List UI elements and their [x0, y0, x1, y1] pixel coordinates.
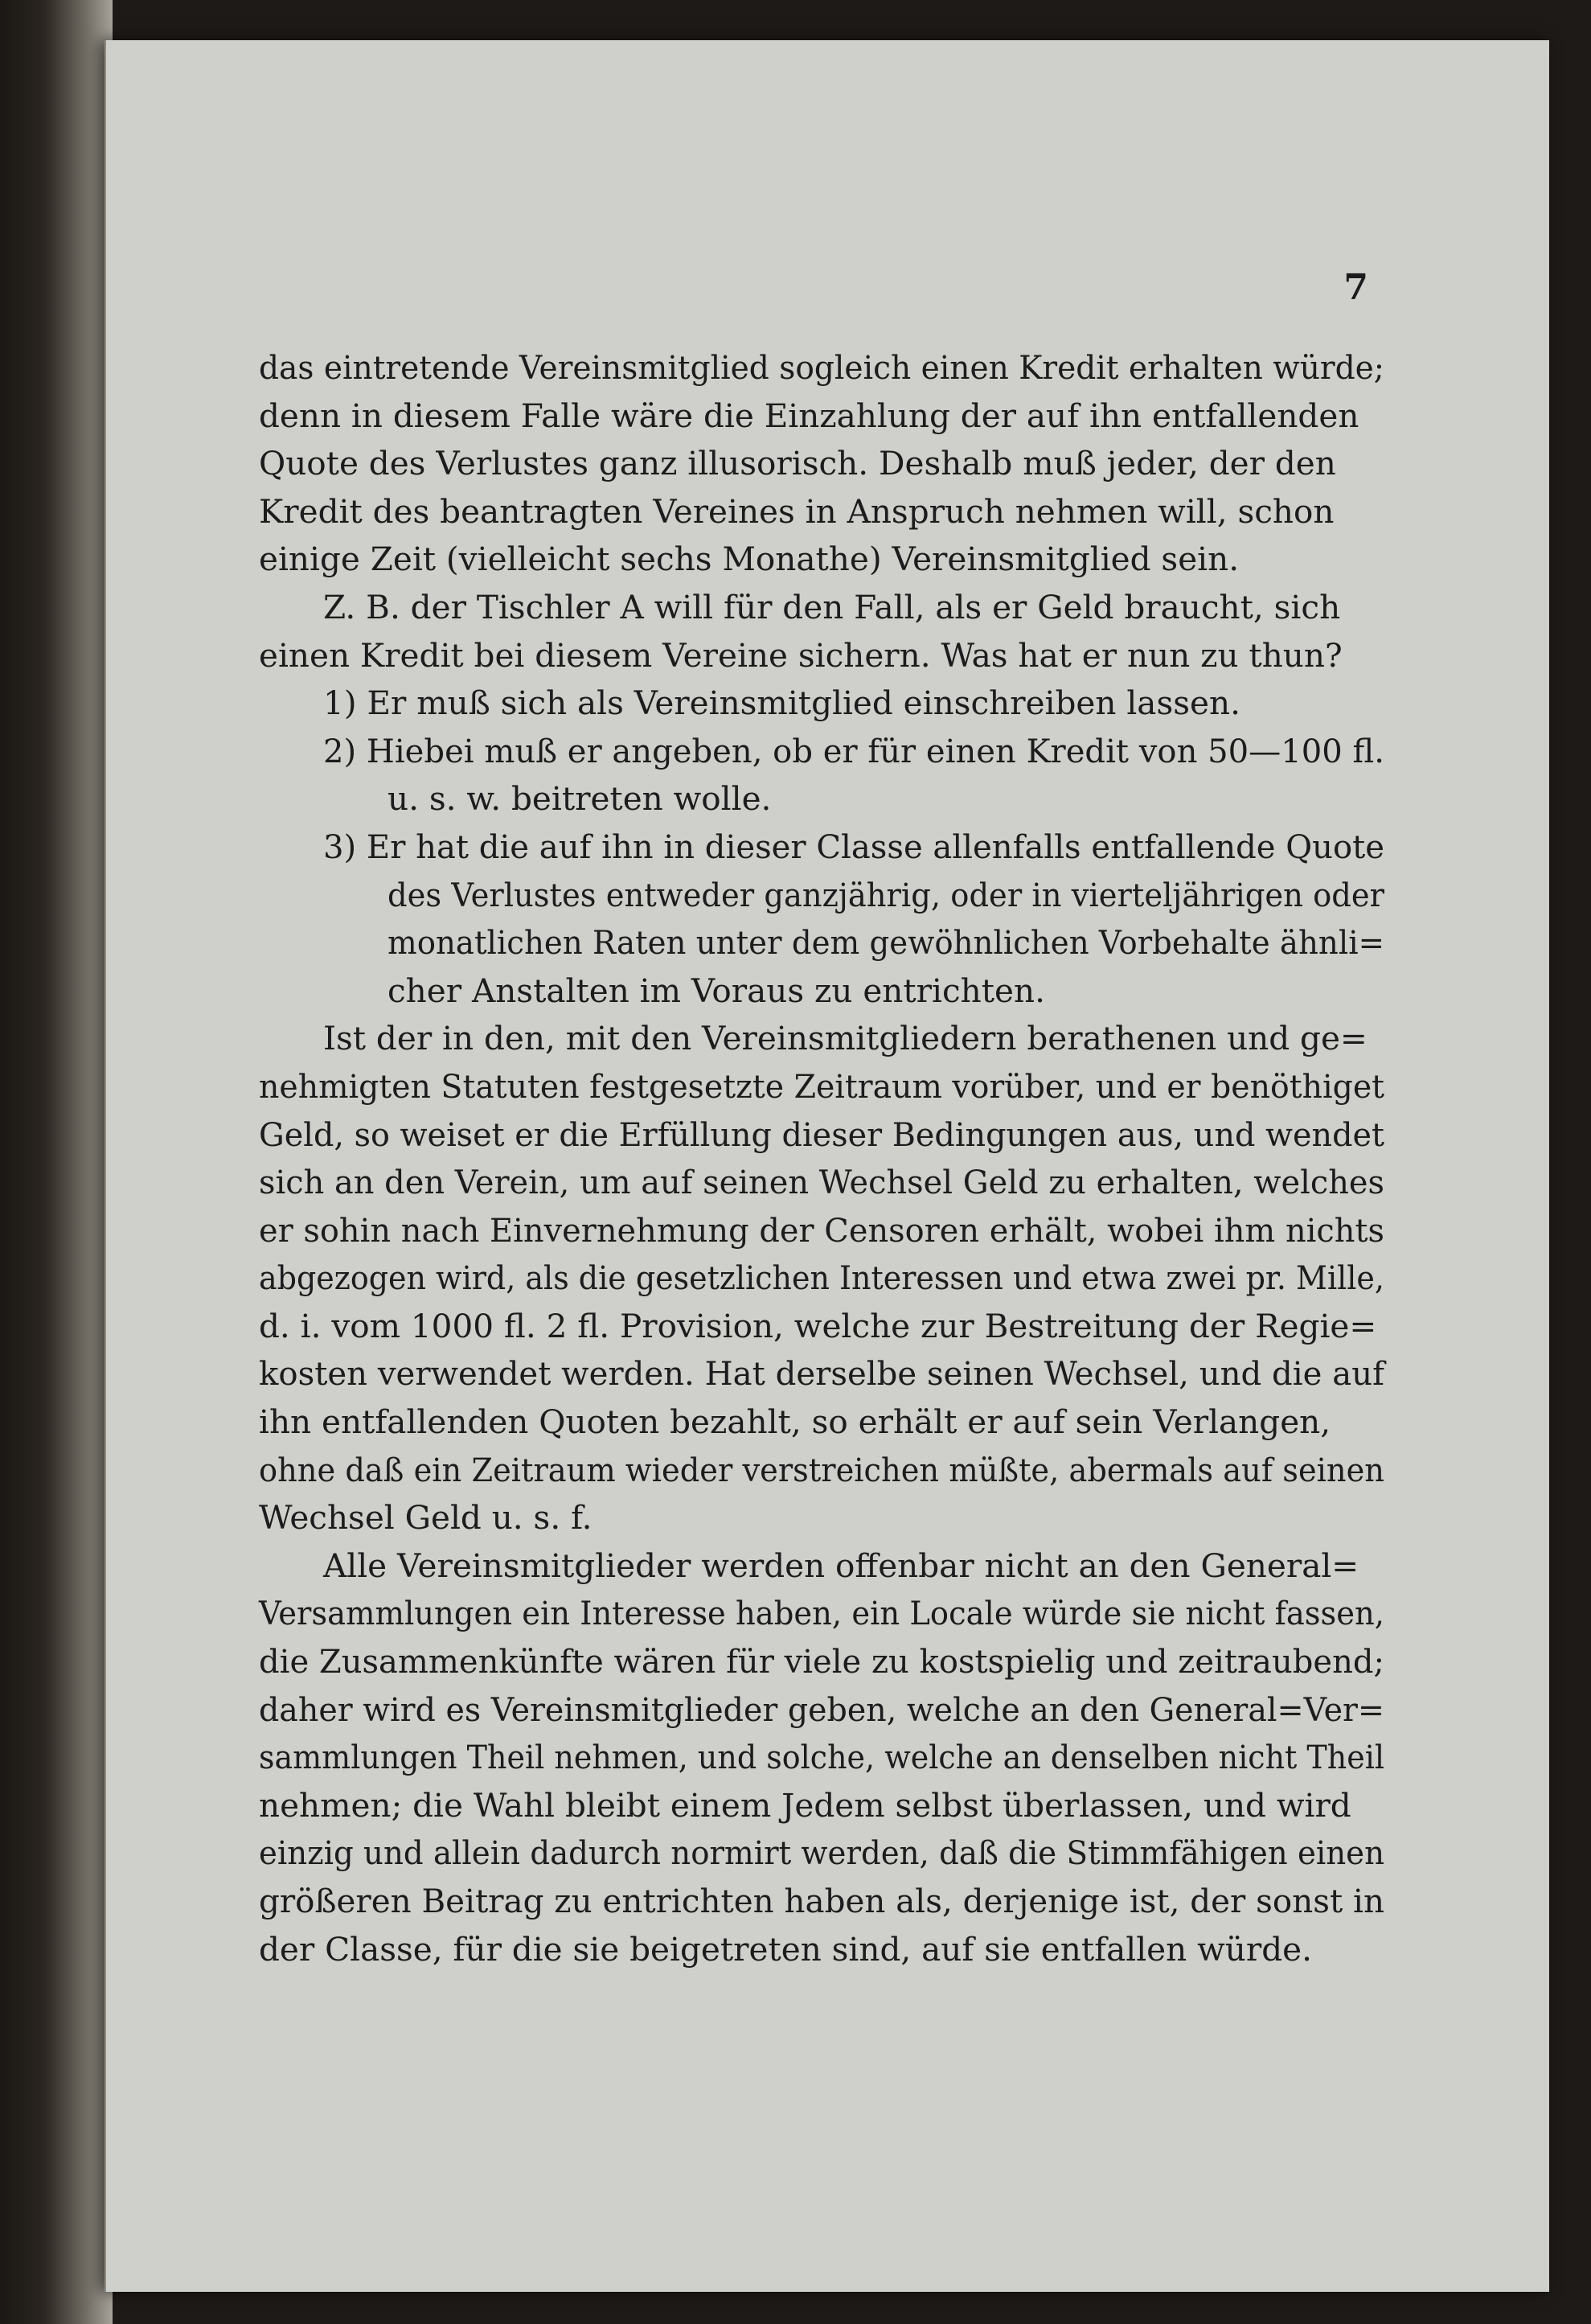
text-line: sammlungen Theil nehmen, und solche, welche an denselben nicht Theil — [259, 1738, 1384, 1777]
text-line: er sohin nach Einvernehmung der Censoren erhält, wobei ihm nichts — [259, 1210, 1384, 1250]
text-line: ihn entfallenden Quoten bezahlt, so erhält er auf sein Verlangen, — [259, 1402, 1331, 1442]
list-item: 3) Er hat die auf ihn in dieser Classe allenfalls entfallende Quote — [323, 827, 1384, 866]
list-item-continuation: u. s. w. beitreten wolle. — [387, 779, 772, 819]
text-line: Alle Vereinsmitglieder werden offenbar nicht an den General= — [323, 1546, 1359, 1585]
text-line: Kredit des beantragten Vereines in Anspruch nehmen will, schon — [259, 491, 1335, 531]
book-page — [105, 40, 1549, 2292]
text-line: ohne daß ein Zeitraum wieder verstreichen müßte, abermals auf seinen — [259, 1450, 1384, 1489]
list-item-continuation: cher Anstalten im Voraus zu entrichten. — [387, 971, 1045, 1010]
previous-page-edge — [0, 0, 113, 2324]
list-item: 1) Er muß sich als Vereinsmitglied einschreiben lassen. — [323, 684, 1240, 723]
text-line: Geld, so weiset er die Erfüllung dieser Bedingungen aus, und wendet — [259, 1115, 1384, 1154]
text-line: das eintretende Vereinsmitglied sogleich einen Kredit erhalten würde; — [259, 348, 1384, 387]
list-item-continuation: des Verlustes entweder ganzjährig, oder in vierteljährigen oder — [387, 875, 1384, 914]
text-line: einen Kredit bei diesem Vereine sichern. Was hat er nun zu thun? — [259, 635, 1343, 675]
text-line: Ist der in den, mit den Vereinsmitgliedern berathenen und ge= — [323, 1019, 1368, 1058]
list-item-continuation: monatlichen Raten unter dem gewöhnlichen Vorbehalte ähnli= — [387, 923, 1384, 963]
text-line: kosten verwendet werden. Hat derselbe seinen Wechsel, und die auf — [259, 1354, 1384, 1394]
list-item: 2) Hiebei muß er angeben, ob er für einen Kredit von 50—100 fl. — [323, 731, 1384, 770]
text-line: nehmigten Statuten festgesetzte Zeitraum vorüber, und er benöthiget — [259, 1066, 1384, 1106]
text-line: einzig und allein dadurch normirt werden, daß die Stimmfähigen einen — [259, 1833, 1384, 1873]
text-line: Wechsel Geld u. s. f. — [259, 1498, 593, 1538]
text-line: sich an den Verein, um auf seinen Wechsel Geld zu erhalten, welches — [259, 1163, 1384, 1202]
text-line: einige Zeit (vielleicht sechs Monathe) Vereinsmitglied sein. — [259, 540, 1240, 579]
text-line: d. i. vom 1000 fl. 2 fl. Provision, welche zur Bestreitung der Regie= — [259, 1306, 1377, 1345]
text-line: Versammlungen ein Interesse haben, ein Locale würde sie nicht fassen, — [259, 1594, 1384, 1633]
text-line: daher wird es Vereinsmitglieder geben, welche an den General=Ver= — [259, 1690, 1384, 1729]
text-line: denn in diesem Falle wäre die Einzahlung der auf ihn entfallenden — [259, 396, 1359, 435]
text-line: die Zusammenkünfte wären für viele zu kostspielig und zeitraubend; — [259, 1642, 1384, 1681]
text-line: nehmen; die Wahl bleibt einem Jedem selbst überlassen, und wird — [259, 1785, 1351, 1825]
text-line: größeren Beitrag zu entrichten haben als, derjenige ist, der sonst in — [259, 1882, 1384, 1920]
page-number: 7 — [1343, 267, 1368, 308]
text-line: abgezogen wird, als die gesetzlichen Interessen und etwa zwei pr. Mille, — [259, 1258, 1384, 1298]
text-line: Z. B. der Tischler A will für den Fall, als er Geld braucht, sich — [323, 587, 1341, 626]
text-line: der Classe, für die sie beigetreten sind, auf sie entfallen würde. — [259, 1929, 1312, 1969]
page-text — [259, 344, 1384, 1973]
text-line: Quote des Verlustes ganz illusorisch. Deshalb muß jeder, der den — [259, 444, 1336, 483]
